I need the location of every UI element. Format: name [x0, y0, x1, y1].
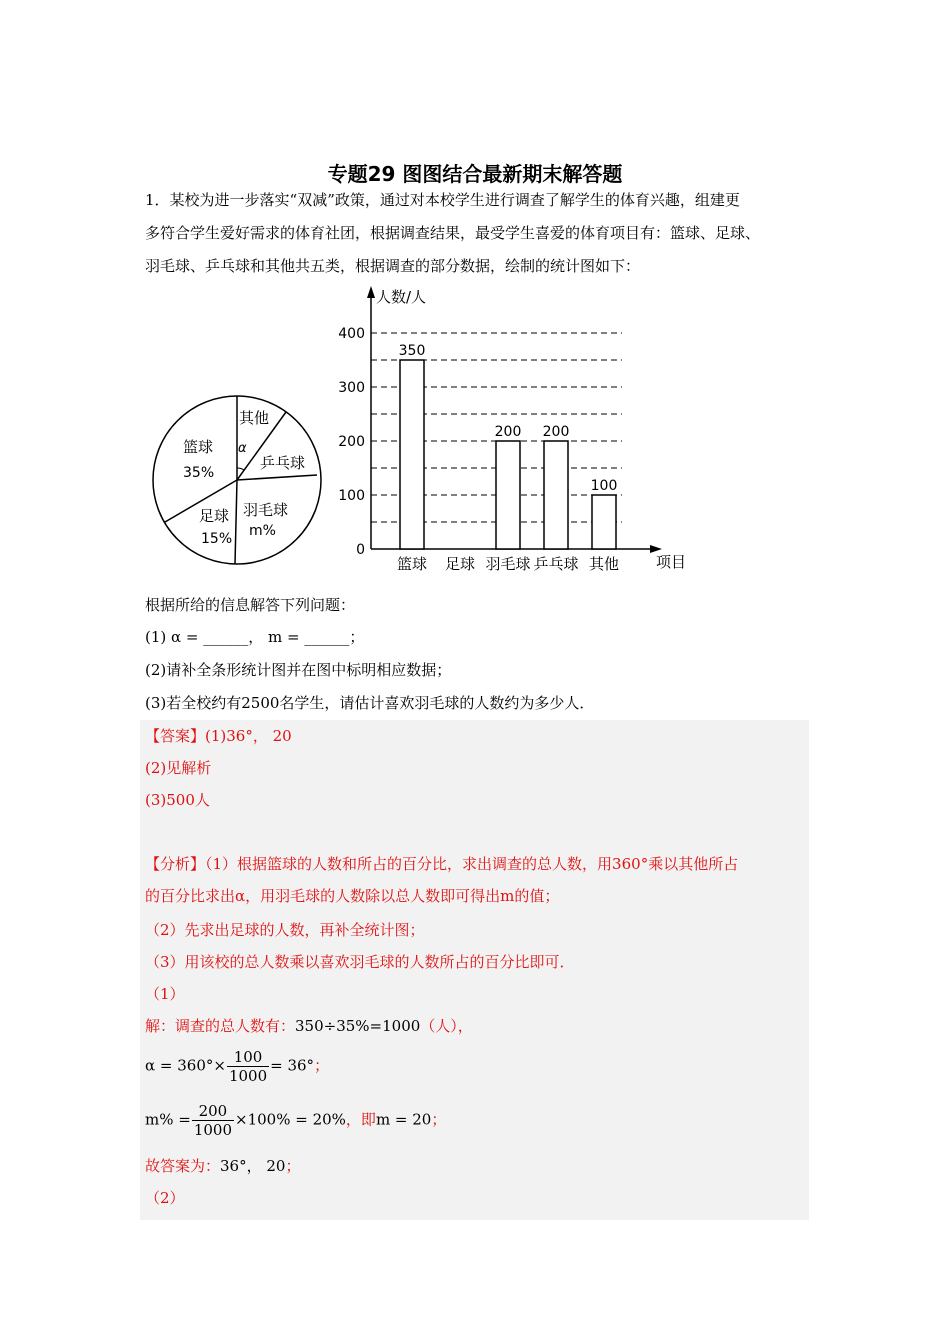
question-line-2: 多符合学生爱好需求的体育社团，根据调查结果，最受学生喜爱的体育项目有：篮球、足球、: [145, 224, 761, 242]
pie-label-other: 其他: [239, 409, 270, 427]
solution-prefix: 解：调查的总人数有：: [145, 1017, 296, 1035]
pie-label-football-pct: 15%: [201, 531, 233, 547]
pie-label-pingpong: 乒乓球: [260, 454, 306, 472]
m-fraction: [192, 1102, 234, 1139]
x-tick-label: 乒乓球: [533, 555, 579, 573]
y-axis-title: 人数/人: [376, 288, 427, 306]
m-mid: ，即: [345, 1110, 376, 1129]
pie-label-alpha: α: [238, 441, 247, 456]
page-title: 专题29 图图结合最新期末解答题: [327, 162, 623, 186]
answer-3: (3)500人: [145, 791, 210, 809]
bar: [544, 441, 568, 549]
final-prefix: 故答案为：: [145, 1157, 221, 1175]
solution-unit: （人），: [420, 1017, 473, 1035]
x-tick-label: 篮球: [396, 555, 428, 573]
y-axis-arrow: [367, 286, 375, 298]
m-rhs: ×100% = 20%: [235, 1110, 346, 1129]
x-axis-arrow: [650, 545, 662, 553]
y-tick-label: 200: [338, 434, 365, 450]
m-numerator: 200: [192, 1102, 234, 1121]
answer-1: [145, 726, 292, 746]
m-eq: m = 20: [375, 1110, 432, 1129]
bar-chart: [330, 282, 700, 582]
bar: [400, 360, 424, 549]
y-tick-label: 400: [338, 326, 365, 342]
x-axis-title: 项目: [656, 553, 687, 571]
analysis-1b: 的百分比求出α，用羽毛球的人数除以总人数即可得出m的值；: [145, 887, 560, 905]
m-lhs: m% =: [145, 1110, 191, 1129]
pie-label-badminton-pct: m%: [249, 523, 276, 539]
bar-data-label: 200: [494, 424, 522, 440]
bar: [592, 495, 616, 549]
question-line-3: 羽毛球、乒乓球和其他共五类，根据调查的部分数据，绘制的统计图如下：: [145, 257, 641, 275]
analysis-1: [145, 854, 738, 874]
pie-label-badminton: 羽毛球: [243, 501, 289, 519]
pie-label-basketball: 篮球: [183, 438, 214, 456]
alpha-denominator: 1000: [228, 1067, 268, 1085]
answer-2: (2)见解析: [145, 759, 212, 777]
bar: [496, 441, 520, 549]
pie-label-football: 足球: [199, 507, 230, 525]
solution-equation: 350÷35%=1000: [295, 1017, 421, 1035]
x-tick-label: 羽毛球: [485, 555, 531, 573]
x-tick-label: 足球: [444, 555, 476, 573]
alpha-equation: [145, 1048, 329, 1085]
solution-step-1: （1）: [145, 985, 185, 1003]
answer-1-text: (1)36°， 20: [205, 727, 292, 745]
x-tick-label: 其他: [588, 555, 620, 573]
m-equation: [145, 1102, 446, 1139]
y-tick-label: 300: [338, 380, 365, 396]
solution-total: [145, 1016, 473, 1036]
alpha-semicolon: ；: [314, 1056, 330, 1075]
answer-tag: 【答案】: [145, 727, 206, 745]
y-tick-label: 0: [356, 542, 365, 558]
question-2: (2)请补全条形统计图并在图中标明相应数据；: [145, 661, 452, 679]
bar-data-label: 200: [542, 424, 570, 440]
bar-data-label: 350: [398, 343, 426, 359]
prompt-text: 根据所给的信息解答下列问题：: [145, 596, 356, 614]
final-semicolon: ；: [285, 1157, 301, 1175]
pie-chart: [145, 385, 330, 575]
pie-label-basketball-pct: 35%: [183, 465, 215, 481]
alpha-numerator: 100: [227, 1048, 269, 1067]
question-1: (1) α = ______， m = ______；: [145, 628, 365, 646]
m-semicolon: ；: [431, 1110, 447, 1129]
analysis-1-text: （1）根据篮球的人数和所占的百分比，求出调查的总人数，用360°乘以其他所占: [205, 855, 739, 873]
alpha-rhs: = 36°: [270, 1056, 315, 1075]
analysis-tag: 【分析】: [145, 855, 206, 873]
alpha-fraction: [227, 1048, 269, 1085]
solution-step-2: （2）: [145, 1189, 185, 1207]
analysis-2: （2）先求出足球的人数，再补全统计图；: [145, 921, 425, 939]
m-denominator: 1000: [193, 1121, 233, 1139]
alpha-lhs: α = 360°×: [145, 1056, 226, 1075]
bar-data-label: 100: [590, 478, 618, 494]
final-values: 36°， 20: [220, 1157, 286, 1175]
question-line-1: 1．某校为进一步落实“双减”政策，通过对本校学生进行调查了解学生的体育兴趣，组建更: [145, 191, 740, 209]
y-tick-label: 100: [338, 488, 365, 504]
final-answer: [145, 1156, 300, 1176]
analysis-3: （3）用该校的总人数乘以喜欢羽毛球的人数所占的百分比即可．: [145, 953, 575, 971]
question-3: (3)若全校约有2500名学生，请估计喜欢羽毛球的人数约为多少人．: [145, 694, 595, 712]
